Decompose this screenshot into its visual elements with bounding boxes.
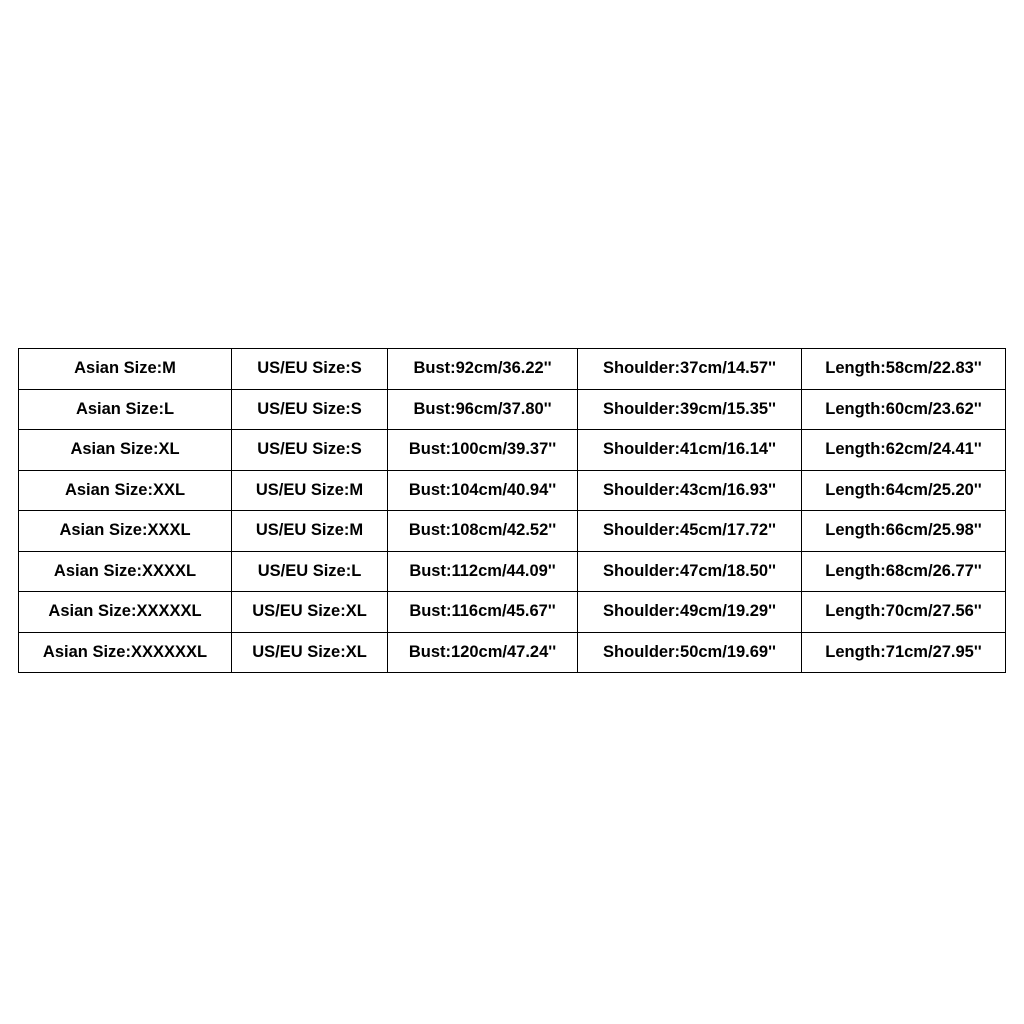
- size-chart-table: [18, 348, 1006, 673]
- table-row: [19, 511, 1006, 552]
- asian-size-cell: Asian Size:L: [19, 389, 232, 430]
- shoulder-cell: Shoulder:50cm/19.69'': [578, 632, 802, 673]
- table-row: [19, 592, 1006, 633]
- bust-cell: Bust:104cm/40.94'': [388, 470, 578, 511]
- shoulder-cell: Shoulder:41cm/16.14'': [578, 430, 802, 471]
- bust-cell: Bust:100cm/39.37'': [388, 430, 578, 471]
- us-eu-size-cell: US/EU Size:M: [232, 470, 388, 511]
- us-eu-size-cell: US/EU Size:S: [232, 389, 388, 430]
- shoulder-cell: Shoulder:47cm/18.50'': [578, 551, 802, 592]
- table-row: [19, 632, 1006, 673]
- length-cell: Length:71cm/27.95'': [802, 632, 1006, 673]
- shoulder-cell: Shoulder:39cm/15.35'': [578, 389, 802, 430]
- asian-size-cell: Asian Size:XXL: [19, 470, 232, 511]
- us-eu-size-cell: US/EU Size:M: [232, 511, 388, 552]
- bust-cell: Bust:108cm/42.52'': [388, 511, 578, 552]
- asian-size-cell: Asian Size:M: [19, 349, 232, 390]
- us-eu-size-cell: US/EU Size:XL: [232, 592, 388, 633]
- shoulder-cell: Shoulder:37cm/14.57'': [578, 349, 802, 390]
- table-row: [19, 430, 1006, 471]
- bust-cell: Bust:120cm/47.24'': [388, 632, 578, 673]
- shoulder-cell: Shoulder:43cm/16.93'': [578, 470, 802, 511]
- asian-size-cell: Asian Size:XL: [19, 430, 232, 471]
- us-eu-size-cell: US/EU Size:XL: [232, 632, 388, 673]
- table-row: [19, 551, 1006, 592]
- shoulder-cell: Shoulder:49cm/19.29'': [578, 592, 802, 633]
- length-cell: Length:70cm/27.56'': [802, 592, 1006, 633]
- table-row: [19, 470, 1006, 511]
- asian-size-cell: Asian Size:XXXXXXL: [19, 632, 232, 673]
- length-cell: Length:62cm/24.41'': [802, 430, 1006, 471]
- us-eu-size-cell: US/EU Size:L: [232, 551, 388, 592]
- length-cell: Length:58cm/22.83'': [802, 349, 1006, 390]
- length-cell: Length:64cm/25.20'': [802, 470, 1006, 511]
- bust-cell: Bust:96cm/37.80'': [388, 389, 578, 430]
- table-row: [19, 389, 1006, 430]
- bust-cell: Bust:112cm/44.09'': [388, 551, 578, 592]
- us-eu-size-cell: US/EU Size:S: [232, 430, 388, 471]
- asian-size-cell: Asian Size:XXXXL: [19, 551, 232, 592]
- asian-size-cell: Asian Size:XXXXXL: [19, 592, 232, 633]
- length-cell: Length:68cm/26.77'': [802, 551, 1006, 592]
- bust-cell: Bust:92cm/36.22'': [388, 349, 578, 390]
- size-chart-body: [19, 349, 1006, 673]
- shoulder-cell: Shoulder:45cm/17.72'': [578, 511, 802, 552]
- asian-size-cell: Asian Size:XXXL: [19, 511, 232, 552]
- bust-cell: Bust:116cm/45.67'': [388, 592, 578, 633]
- length-cell: Length:60cm/23.62'': [802, 389, 1006, 430]
- table-row: [19, 349, 1006, 390]
- length-cell: Length:66cm/25.98'': [802, 511, 1006, 552]
- us-eu-size-cell: US/EU Size:S: [232, 349, 388, 390]
